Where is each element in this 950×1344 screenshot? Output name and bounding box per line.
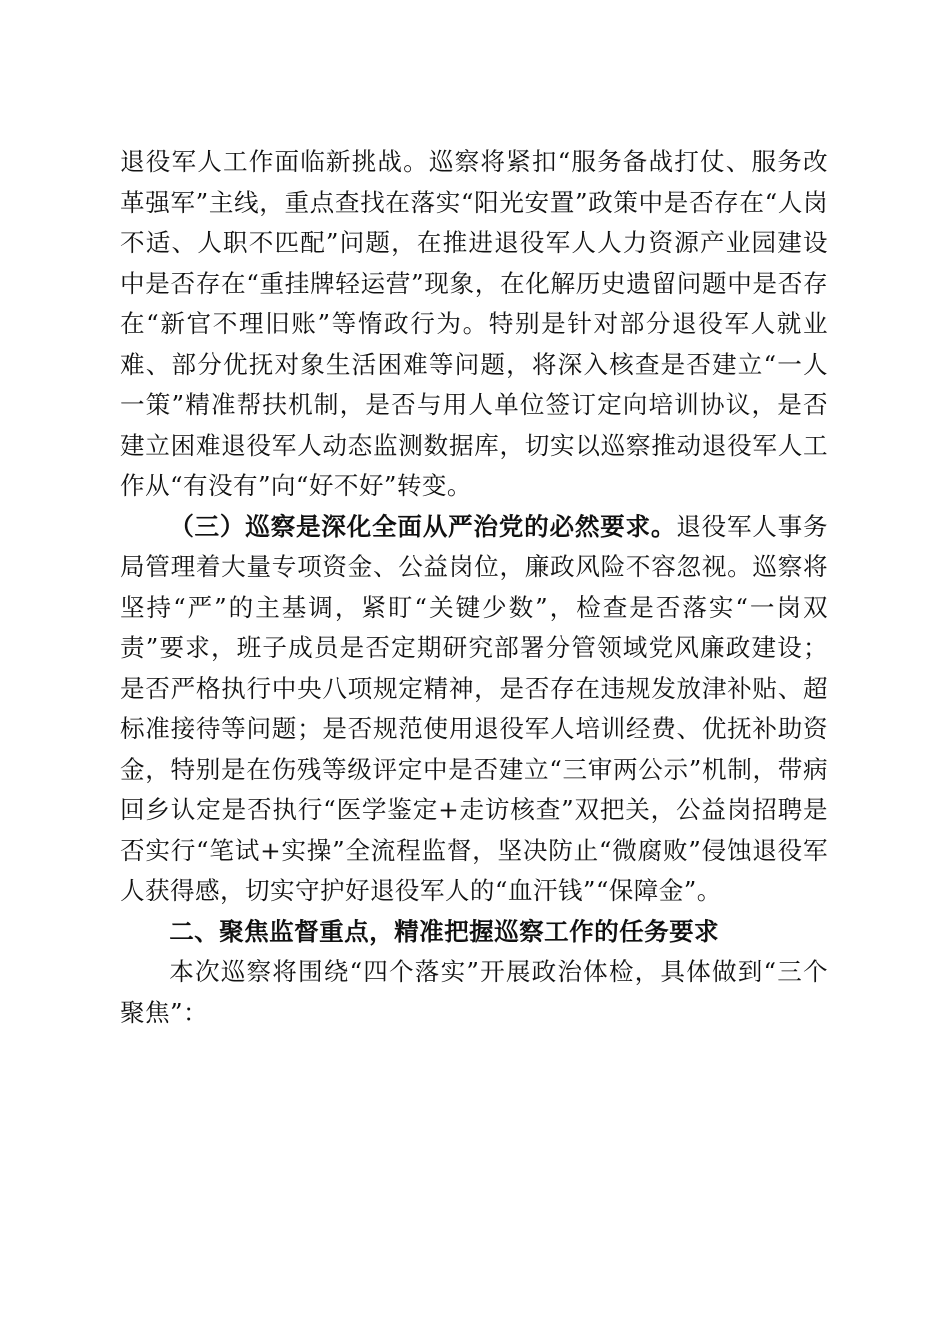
paragraph-2-lead: （三）巡察是深化全面从严治党的必然要求。 — [169, 511, 677, 541]
paragraph-1: 退役军人工作面临新挑战。巡察将紧扣“服务备战打仗、服务改革强军”主线，重点查找在落实“阳光安置”政策中是否存在“人岗不适、人职不匹配”问题，在推进退役军人人力资源产业园建设中是否存在“重挂牌轻运营”现象，在化解历史遗留问题中是否存在“新官不理旧账”等惰政行为。特别是针对部分退役军人就业难、部分优抚对象生活困难等问题，将深入核查是否建立“一人一策”精准帮扶机制，是否与用人单位签订定向培训协议，是否建立困难退役军人动态监测数据库，切实以巡察推动退役军人工作从“有没有”向“好不好”转变。 — [120, 147, 828, 500]
section-heading-2: 二、聚焦监督重点，精准把握巡察工作的任务要求 — [169, 916, 720, 946]
paragraph-3: 本次巡察将围绕“四个落实”开展政治体检，具体做到“三个聚焦”： — [120, 957, 828, 1027]
document-body — [120, 142, 828, 1033]
paragraph-2 — [120, 507, 828, 912]
paragraph-2-body: 退役军人事务局管理着大量专项资金、公益岗位，廉政风险不容忽视。巡察将坚持“严”的主基调，紧盯“关键少数”，检查是否落实“一岗双责”要求，班子成员是否定期研究部署分管领域党风廉政建设；是否严格执行中央八项规定精神，是否存在违规发放津补贴、超标准接待等问题；是否规范使用退役军人培训经费、优抚补助资金，特别是在伤残等级评定中是否建立“三审两公示”机制，带病回乡认定是否执行“医学鉴定+走访核查”双把关，公益岗招聘是否实行“笔试+实操”全流程监督，坚决防止“微腐败”侵蚀退役军人获得感，切实守护好退役军人的“血汗钱”“保障金”。 — [120, 511, 828, 905]
